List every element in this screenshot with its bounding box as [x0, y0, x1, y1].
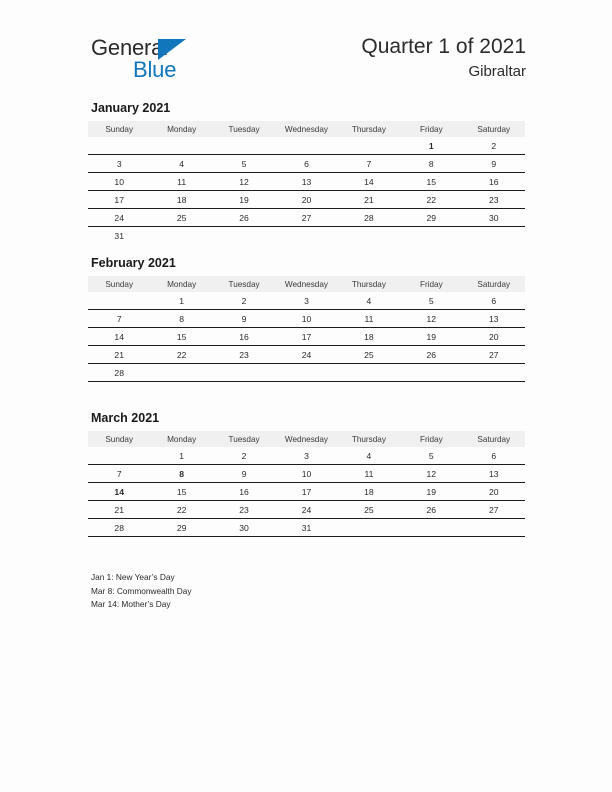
calendar-day[interactable]: 7: [88, 310, 150, 328]
calendar-week-row: [88, 209, 525, 227]
calendar-day[interactable]: 23: [213, 501, 275, 519]
weekday-header-sunday: Sunday: [88, 276, 150, 292]
calendar-day[interactable]: 2: [213, 292, 275, 310]
calendar-week-row: [88, 227, 525, 245]
month-title: February 2021: [91, 256, 176, 270]
calendar-day-empty: [275, 227, 337, 245]
calendar-day[interactable]: 10: [275, 310, 337, 328]
calendar-week-row: [88, 155, 525, 173]
weekday-header-wednesday: Wednesday: [275, 431, 337, 447]
calendar-day[interactable]: 25: [338, 346, 400, 364]
month-block-march: [88, 411, 525, 537]
weekday-header-monday: Monday: [150, 276, 212, 292]
weekday-header-sunday: Sunday: [88, 121, 150, 137]
calendar-day-empty: [338, 364, 400, 382]
brand-logo: [91, 36, 281, 84]
calendar-day[interactable]: 23: [463, 191, 525, 209]
holiday-note: Mar 14: Mother’s Day: [91, 599, 171, 610]
calendar-day-empty: [338, 137, 400, 155]
calendar-day[interactable]: 9: [463, 155, 525, 173]
calendar-day[interactable]: 31: [275, 519, 337, 537]
calendar-day[interactable]: 13: [463, 310, 525, 328]
brand-name-general: General: [91, 35, 168, 60]
calendar-day[interactable]: 20: [275, 191, 337, 209]
calendar-day[interactable]: 16: [213, 328, 275, 346]
calendar-day[interactable]: 29: [150, 519, 212, 537]
calendar-table: [88, 276, 525, 382]
calendar-day[interactable]: 15: [150, 483, 212, 501]
calendar-day[interactable]: 30: [463, 209, 525, 227]
weekday-header-wednesday: Wednesday: [275, 276, 337, 292]
calendar-week-row: [88, 483, 525, 501]
calendar-day[interactable]: 4: [338, 292, 400, 310]
calendar-day[interactable]: 7: [338, 155, 400, 173]
calendar-day[interactable]: 4: [338, 447, 400, 465]
calendar-day[interactable]: 20: [463, 483, 525, 501]
calendar-day[interactable]: 12: [400, 310, 462, 328]
calendar-day-empty: [213, 227, 275, 245]
calendar-day-empty: [400, 227, 462, 245]
calendar-day-holiday[interactable]: 8: [150, 465, 212, 483]
calendar-day[interactable]: 1: [150, 292, 212, 310]
calendar-day[interactable]: 12: [213, 173, 275, 191]
month-title: March 2021: [91, 411, 160, 425]
calendar-day[interactable]: 29: [400, 209, 462, 227]
calendar-day[interactable]: 17: [88, 191, 150, 209]
calendar-day[interactable]: 21: [88, 501, 150, 519]
calendar-day[interactable]: 28: [88, 364, 150, 382]
calendar-day[interactable]: 9: [213, 465, 275, 483]
calendar-day[interactable]: 25: [338, 501, 400, 519]
calendar-day-empty: [400, 519, 462, 537]
calendar-day[interactable]: 27: [463, 501, 525, 519]
calendar-day[interactable]: 10: [275, 465, 337, 483]
calendar-day[interactable]: 26: [400, 346, 462, 364]
calendar-week-row: [88, 519, 525, 537]
calendar-week-row: [88, 292, 525, 310]
weekday-header-saturday: Saturday: [463, 276, 525, 292]
page-title: Quarter 1 of 2021: [361, 35, 526, 58]
calendar-day[interactable]: 5: [400, 292, 462, 310]
calendar-day-empty: [275, 364, 337, 382]
calendar-day[interactable]: 16: [463, 173, 525, 191]
calendar-day[interactable]: 20: [463, 328, 525, 346]
calendar-day-holiday[interactable]: 14: [88, 483, 150, 501]
calendar-day[interactable]: 24: [88, 209, 150, 227]
calendar-day[interactable]: 6: [463, 292, 525, 310]
calendar-day-empty: [150, 137, 212, 155]
weekday-header-tuesday: Tuesday: [213, 121, 275, 137]
calendar-day-empty: [400, 364, 462, 382]
title-block: [361, 34, 526, 82]
calendar-day[interactable]: 5: [213, 155, 275, 173]
calendar-day-empty: [463, 364, 525, 382]
calendar-day[interactable]: 18: [338, 328, 400, 346]
calendar-day[interactable]: 19: [400, 328, 462, 346]
calendar-day-empty: [150, 227, 212, 245]
weekday-header-tuesday: Tuesday: [213, 431, 275, 447]
calendar-day[interactable]: 10: [88, 173, 150, 191]
calendar-day[interactable]: 2: [213, 447, 275, 465]
month-block-february: [88, 256, 525, 382]
calendar-day[interactable]: 24: [275, 501, 337, 519]
weekday-header-friday: Friday: [400, 276, 462, 292]
calendar-day[interactable]: 4: [150, 155, 212, 173]
weekday-header-sunday: Sunday: [88, 431, 150, 447]
calendar-day[interactable]: 21: [338, 191, 400, 209]
calendar-day[interactable]: 6: [463, 447, 525, 465]
calendar-day[interactable]: 26: [213, 209, 275, 227]
calendar-day[interactable]: 19: [213, 191, 275, 209]
calendar-day-empty: [275, 137, 337, 155]
brand-name-blue: Blue: [133, 57, 177, 82]
weekday-header-monday: Monday: [150, 431, 212, 447]
calendar-day[interactable]: 8: [150, 310, 212, 328]
calendar-day-empty: [88, 137, 150, 155]
calendar-day-holiday[interactable]: 1: [400, 137, 462, 155]
calendar-day[interactable]: 30: [213, 519, 275, 537]
calendar-day[interactable]: 14: [88, 328, 150, 346]
calendar-day-empty: [338, 519, 400, 537]
calendar-day[interactable]: 31: [114, 230, 124, 241]
calendar-week-row: [88, 346, 525, 364]
calendar-week-row: [88, 173, 525, 191]
calendar-table: [88, 121, 525, 244]
calendar-day[interactable]: 28: [88, 519, 150, 537]
calendar-day[interactable]: 18: [338, 483, 400, 501]
calendar-day[interactable]: 25: [150, 209, 212, 227]
calendar-day[interactable]: 14: [338, 173, 400, 191]
weekday-header-thursday: Thursday: [338, 276, 400, 292]
calendar-week-row: [88, 465, 525, 483]
weekday-header-friday: Friday: [400, 431, 462, 447]
calendar-day[interactable]: 2: [463, 137, 525, 155]
calendar-day[interactable]: 22: [400, 191, 462, 209]
calendar-day[interactable]: 19: [400, 483, 462, 501]
calendar-day[interactable]: 11: [338, 465, 400, 483]
calendar-week-row: [88, 137, 525, 155]
weekday-header-row: [88, 431, 525, 447]
calendar-week-row: [88, 328, 525, 346]
calendar-day[interactable]: 24: [275, 346, 337, 364]
calendar-day[interactable]: 12: [400, 465, 462, 483]
calendar-week-row: [88, 447, 525, 465]
page-header: [0, 0, 612, 100]
calendar-day[interactable]: 26: [400, 501, 462, 519]
calendar-day[interactable]: 15: [150, 328, 212, 346]
calendar-day-empty: [88, 447, 150, 465]
calendar-week-row: [88, 501, 525, 519]
calendar-day[interactable]: 17: [275, 483, 337, 501]
calendar-day[interactable]: 13: [275, 173, 337, 191]
calendar-day-empty: [213, 137, 275, 155]
calendar-day[interactable]: 5: [400, 447, 462, 465]
weekday-header-friday: Friday: [400, 121, 462, 137]
weekday-header-tuesday: Tuesday: [213, 276, 275, 292]
holiday-legend: [91, 571, 511, 612]
calendar-day[interactable]: 28: [338, 209, 400, 227]
calendar-day[interactable]: 22: [150, 346, 212, 364]
weekday-header-saturday: Saturday: [463, 431, 525, 447]
calendar-day-empty: [338, 227, 400, 245]
calendar-day[interactable]: 27: [275, 209, 337, 227]
calendar-day-empty: [150, 364, 212, 382]
weekday-header-saturday: Saturday: [463, 121, 525, 137]
weekday-header-row: [88, 276, 525, 292]
calendar-day-empty: [463, 519, 525, 537]
calendar-day[interactable]: 23: [213, 346, 275, 364]
calendar-week-row: [88, 364, 525, 382]
calendar-day[interactable]: 11: [150, 173, 212, 191]
weekday-header-wednesday: Wednesday: [275, 121, 337, 137]
calendar-day[interactable]: 3: [88, 155, 150, 173]
calendar-table: [88, 431, 525, 537]
calendar-day[interactable]: 9: [213, 310, 275, 328]
holiday-note: Jan 1: New Year’s Day: [91, 572, 175, 582]
weekday-header-thursday: Thursday: [338, 121, 400, 137]
holiday-note: Mar 8: Commonwealth Day: [91, 585, 192, 596]
weekday-header-monday: Monday: [150, 121, 212, 137]
calendar-day[interactable]: 3: [275, 447, 337, 465]
calendar-day[interactable]: 16: [213, 483, 275, 501]
calendar-day[interactable]: 22: [150, 501, 212, 519]
calendar-day[interactable]: 17: [275, 328, 337, 346]
calendar-day[interactable]: 1: [150, 447, 212, 465]
calendar-week-row: [88, 191, 525, 209]
calendar-day[interactable]: 13: [463, 465, 525, 483]
page-subtitle-location: Gibraltar: [468, 63, 526, 80]
calendar-day[interactable]: 27: [463, 346, 525, 364]
calendar-day-empty: [213, 364, 275, 382]
weekday-header-row: [88, 121, 525, 137]
calendar-day-empty: [88, 292, 150, 310]
calendar-day[interactable]: 15: [400, 173, 462, 191]
calendar-week-row: [88, 310, 525, 328]
calendar-day[interactable]: 21: [88, 346, 150, 364]
calendar-day[interactable]: 11: [338, 310, 400, 328]
calendar-day[interactable]: 7: [88, 465, 150, 483]
calendar-day[interactable]: 3: [275, 292, 337, 310]
calendar-day[interactable]: 18: [150, 191, 212, 209]
month-title: January 2021: [91, 101, 171, 115]
calendar-day[interactable]: 8: [400, 155, 462, 173]
calendar-day[interactable]: 6: [275, 155, 337, 173]
calendar-day-empty: [463, 227, 525, 245]
weekday-header-thursday: Thursday: [338, 431, 400, 447]
month-block-january: [88, 101, 525, 244]
